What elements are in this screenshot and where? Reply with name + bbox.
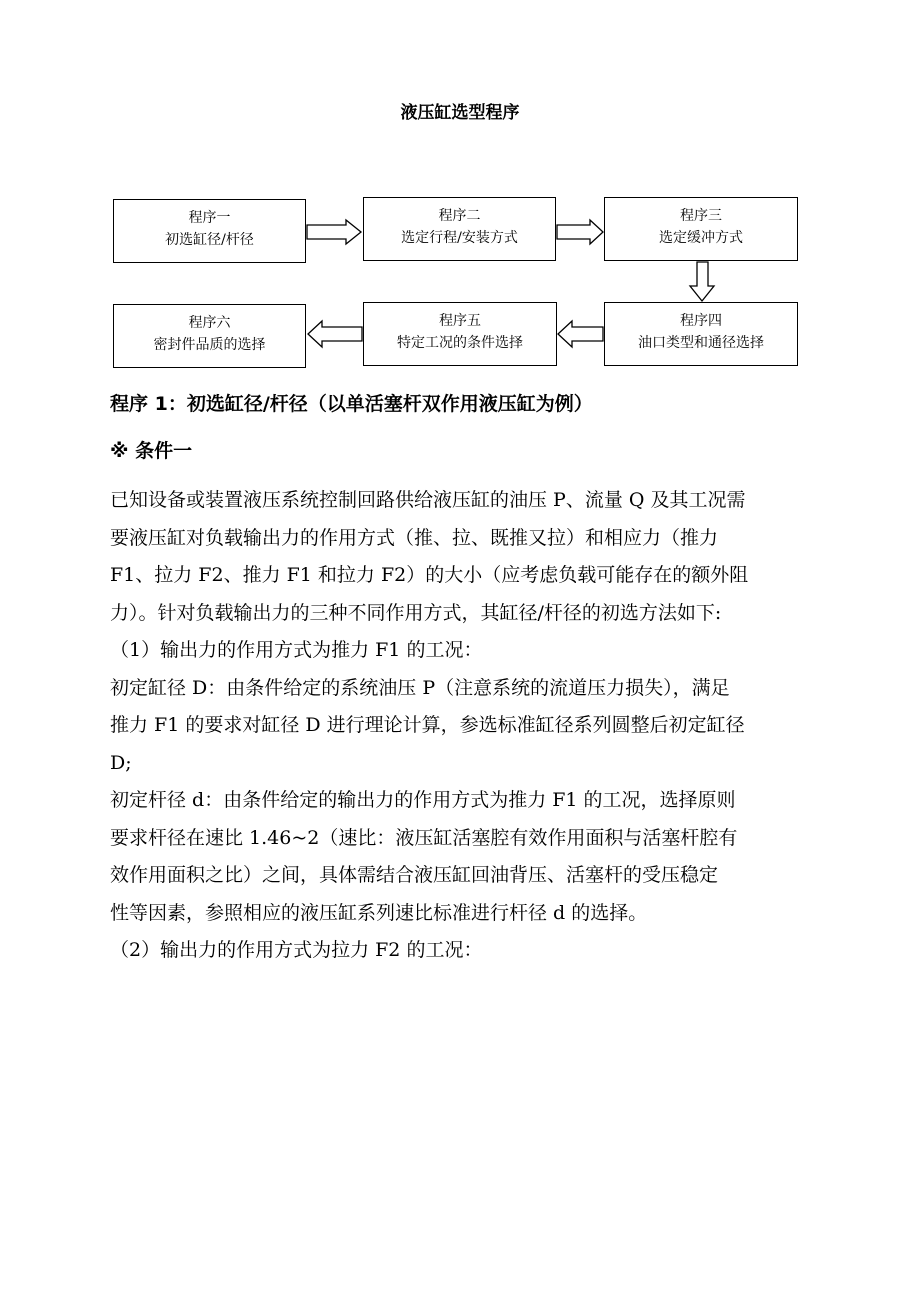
intro-line-2: 要液压缸对负载输出力的作用方式（推、拉、既推又拉）和相应力（推力 <box>110 526 719 549</box>
intro-paragraph <box>110 482 815 970</box>
intro-line-4: 力）。针对负载输出力的三种不同作用方式，其缸径/杆径的初选方法如下: <box>110 601 722 624</box>
intro-line-1: 已知设备或装置液压系统控制回路供给液压缸的油压 P、流量 Q 及其工况需 <box>110 489 746 511</box>
flow-step-3-name: 程序三 <box>680 208 722 224</box>
rod-line-2: 要求杆径在速比 1.46~2（速比：液压缸活塞腔有效作用面积与活塞杆腔有 <box>110 826 738 849</box>
condition-heading: ※ 条件一 <box>110 440 193 462</box>
rod-line-3: 效作用面积之比）之间，具体需结合液压缸回油背压、活塞杆的受压稳定 <box>110 864 719 886</box>
arrow-left-icon <box>308 321 362 347</box>
section-heading: 程序 1：初选缸径/杆径（以单活塞杆双作用液压缸为例） <box>110 393 593 415</box>
flow-step-6-name: 程序六 <box>188 315 231 331</box>
flow-step-1-name: 程序一 <box>188 210 231 226</box>
flow-arrows <box>0 0 920 400</box>
case1-title: （1）输出力的作用方式为推力 F1 的工况： <box>110 639 483 661</box>
bore-line-1: 初定缸径 D：由条件给定的系统油压 P（注意系统的流道压力损失），满足 <box>110 676 730 699</box>
rod-line-1: 初定杆径 d：由条件给定的输出力的作用方式为推力 F1 的工况，选择原则 <box>110 789 736 811</box>
flow-step-3-desc: 选定缓冲方式 <box>659 230 743 246</box>
rod-line-4: 性等因素，参照相应的液压缸系列速比标准进行杆径 d 的选择。 <box>110 901 648 924</box>
arrow-right-icon <box>307 220 361 244</box>
arrow-down-icon <box>690 262 714 301</box>
flow-step-2-desc: 选定行程/安装方式 <box>401 230 518 246</box>
flow-step-4-desc: 油口类型和通径选择 <box>638 335 764 351</box>
bore-line-2: 推力 F1 的要求对缸径 D 进行理论计算，参选标准缸径系列圆整后初定缸径 <box>110 714 745 736</box>
flow-step-5-desc: 特定工况的条件选择 <box>397 335 523 351</box>
flow-step-2-name: 程序二 <box>438 208 481 224</box>
arrow-left-icon <box>558 321 603 347</box>
case2-title: （2）输出力的作用方式为拉力 F2 的工况： <box>110 939 483 961</box>
bore-line-3: D; <box>110 751 132 774</box>
intro-line-3: F1、拉力 F2、推力 F1 和拉力 F2）的大小（应考虑负载可能存在的额外阻 <box>110 564 749 586</box>
flow-step-4-name: 程序四 <box>680 313 722 329</box>
flow-step-5-name: 程序五 <box>439 313 481 329</box>
flow-step-1-desc: 初选缸径/杆径 <box>165 232 254 248</box>
page-title: 液压缸选型程序 <box>400 103 520 123</box>
flow-step-6-desc: 密封件品质的选择 <box>153 337 266 353</box>
arrow-right-icon <box>557 220 603 244</box>
